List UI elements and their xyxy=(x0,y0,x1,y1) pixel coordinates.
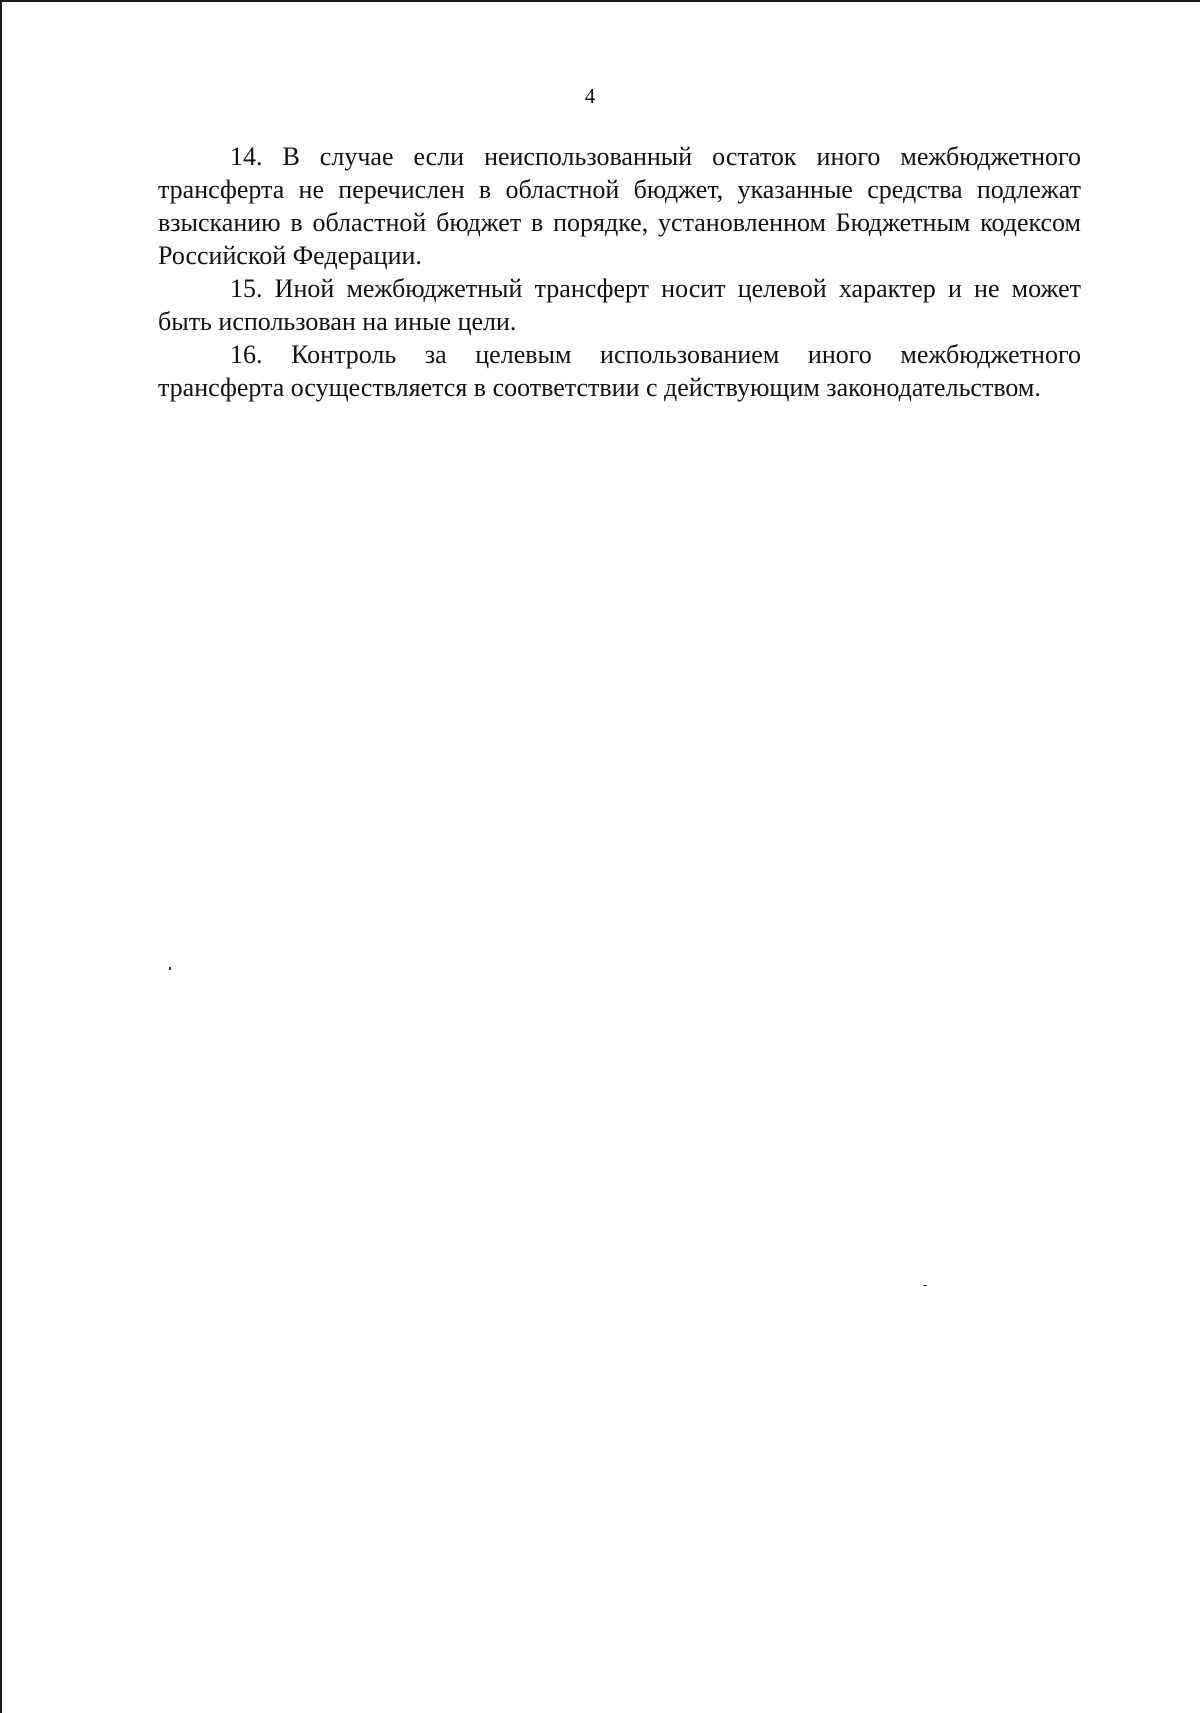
scan-speck xyxy=(169,967,171,970)
scan-border-left xyxy=(0,0,2,1713)
scan-speck xyxy=(923,1285,927,1286)
scan-border-top xyxy=(0,0,1200,2)
paragraph-14: 14. В случае если неиспользованный остаток иного межбюджетного трансферта не перечислен в областной бюджет, указанные средства подлежат взысканию в областной бюджет в порядке, установленном Бюджетным кодексом Российской Федерации. xyxy=(158,142,1081,270)
page-number: 4 xyxy=(584,84,596,108)
paragraph-15: 15. Иной межбюджетный трансферт носит целевой характер и не может быть использован на иные цели. xyxy=(158,274,1081,336)
document-body xyxy=(158,140,1081,404)
paragraph-16: 16. Контроль за целевым использованием иного межбюджетного трансферта осуществляется в соответствии с действующим законодательством. xyxy=(158,340,1081,402)
